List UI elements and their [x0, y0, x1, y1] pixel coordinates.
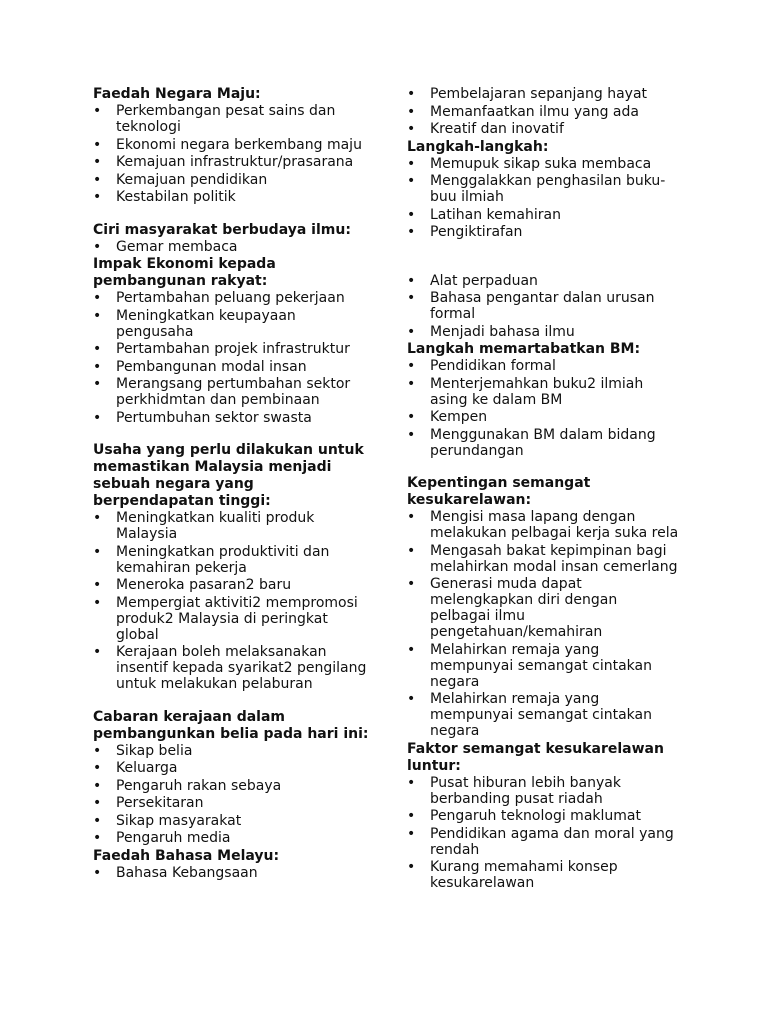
bullet-list: [93, 103, 373, 205]
list-item: • Pendidikan formal: [407, 358, 679, 374]
list-item: • Memanfaatkan ilmu yang ada: [407, 104, 679, 120]
list-item: • Meningkatkan kualiti produk Malaysia: [93, 510, 373, 542]
list-item: • Mengasah bakat kepimpinan bagi melahirkan modal insan cemerlang: [407, 543, 679, 575]
section-heading: Faedah Negara Maju:: [93, 86, 261, 102]
list-item: • Pusat hiburan lebih banyak berbanding pusat riadah: [407, 775, 679, 807]
list-item: • Menjadi bahasa ilmu: [407, 324, 679, 340]
bullet-list: [407, 156, 679, 241]
list-item: • Pengaruh rakan sebaya: [93, 778, 373, 794]
list-item: • Kurang memahami konsep kesukarelawan: [407, 859, 679, 891]
section-heading: Langkah-langkah:: [407, 138, 549, 155]
section-heading: Kepentingan semangat kesukarelawan:: [407, 475, 591, 508]
section-heading: Ciri masyarakat berbudaya ilmu:: [93, 221, 351, 238]
list-item: • Melahirkan remaja yang mempunyai semangat cintakan negara: [407, 691, 679, 739]
list-item: • Menggunakan BM dalam bidang perundangan: [407, 427, 679, 459]
list-item: • Sikap masyarakat: [93, 813, 373, 829]
section-heading: Langkah memartabatkan BM:: [407, 341, 641, 357]
left-column: [93, 86, 373, 882]
list-item: • Pertumbuhan sektor swasta: [93, 410, 373, 426]
list-item: • Mengisi masa lapang dengan melakukan pelbagai kerja suka rela: [407, 509, 679, 541]
list-item: • Meneroka pasaran2 baru: [93, 577, 373, 593]
right-column: [407, 86, 679, 893]
bullet-list: [407, 273, 679, 340]
list-item: • Kreatif dan inovatif: [407, 121, 679, 137]
section-heading: Faktor semangat kesukarelawan luntur:: [407, 740, 664, 774]
list-item: • Mempergiat aktiviti2 mempromosi produk2 Malaysia di peringkat global: [93, 595, 373, 643]
list-item: • Pembelajaran sepanjang hayat: [407, 86, 679, 102]
list-item: • Sikap belia: [93, 743, 373, 759]
list-item: • Melahirkan remaja yang mempunyai semangat cintakan negara: [407, 642, 679, 690]
list-item: • Kestabilan politik: [93, 189, 373, 205]
list-item: • Bahasa pengantar dalan urusan formal: [407, 290, 679, 322]
bullet-list: [93, 510, 373, 692]
list-item: • Merangsang pertumbahan sektor perkhidmtan dan pembinaan: [93, 376, 373, 408]
list-item: • Persekitaran: [93, 795, 373, 811]
bullet-list: [407, 86, 679, 137]
list-item: • Keluarga: [93, 760, 373, 776]
bullet-list: [407, 358, 679, 459]
list-item: • Menterjemahkan buku2 ilmiah asing ke dalam BM: [407, 376, 679, 408]
list-item: • Generasi muda dapat melengkapkan diri dengan pelbagai ilmu pengetahuan/kemahiran: [407, 576, 679, 640]
list-item: • Pengiktirafan: [407, 224, 679, 240]
bullet-list: [93, 865, 373, 881]
list-item: • Kempen: [407, 409, 679, 425]
bullet-list: [407, 775, 679, 892]
bullet-list: [407, 509, 679, 739]
list-item: • Pertambahan peluang pekerjaan: [93, 290, 373, 306]
list-item: • Gemar membaca: [93, 239, 373, 255]
list-item: • Meningkatkan keupayaan pengusaha: [93, 308, 373, 340]
list-item: • Bahasa Kebangsaan: [93, 865, 373, 881]
list-item: • Kemajuan infrastruktur/prasarana: [93, 154, 373, 170]
list-item: • Pertambahan projek infrastruktur: [93, 341, 373, 357]
list-item: • Kemajuan pendidikan: [93, 172, 373, 188]
list-item: • Latihan kemahiran: [407, 207, 679, 223]
list-item: • Meningkatkan produktiviti dan kemahiran pekerja: [93, 544, 373, 576]
section-heading: Impak Ekonomi kepada pembangunan rakyat:: [93, 256, 276, 289]
bullet-list: [93, 743, 373, 847]
list-item: • Kerajaan boleh melaksanakan insentif kepada syarikat2 pengilang untuk melakukan pelaburan: [93, 644, 373, 692]
list-item: • Pendidikan agama dan moral yang rendah: [407, 826, 679, 858]
bullet-list: [93, 239, 373, 255]
section-heading: Cabaran kerajaan dalam pembangunkan belia pada hari ini:: [93, 708, 369, 742]
list-item: • Perkembangan pesat sains dan teknologi: [93, 103, 373, 135]
list-item: • Pembangunan modal insan: [93, 359, 373, 375]
list-item: • Ekonomi negara berkembang maju: [93, 137, 373, 153]
section-heading: Usaha yang perlu dilakukan untuk memastikan Malaysia menjadi sebuah negara yang berpendapatan tinggi:: [93, 442, 364, 509]
list-item: • Menggalakkan penghasilan buku-buu ilmiah: [407, 173, 679, 205]
list-item: • Memupuk sikap suka membaca: [407, 156, 679, 172]
section-heading: Faedah Bahasa Melayu:: [93, 847, 280, 864]
list-item: • Pengaruh media: [93, 830, 373, 846]
bullet-list: [93, 290, 373, 426]
list-item: • Alat perpaduan: [407, 273, 679, 289]
list-item: • Pengaruh teknologi maklumat: [407, 808, 679, 824]
